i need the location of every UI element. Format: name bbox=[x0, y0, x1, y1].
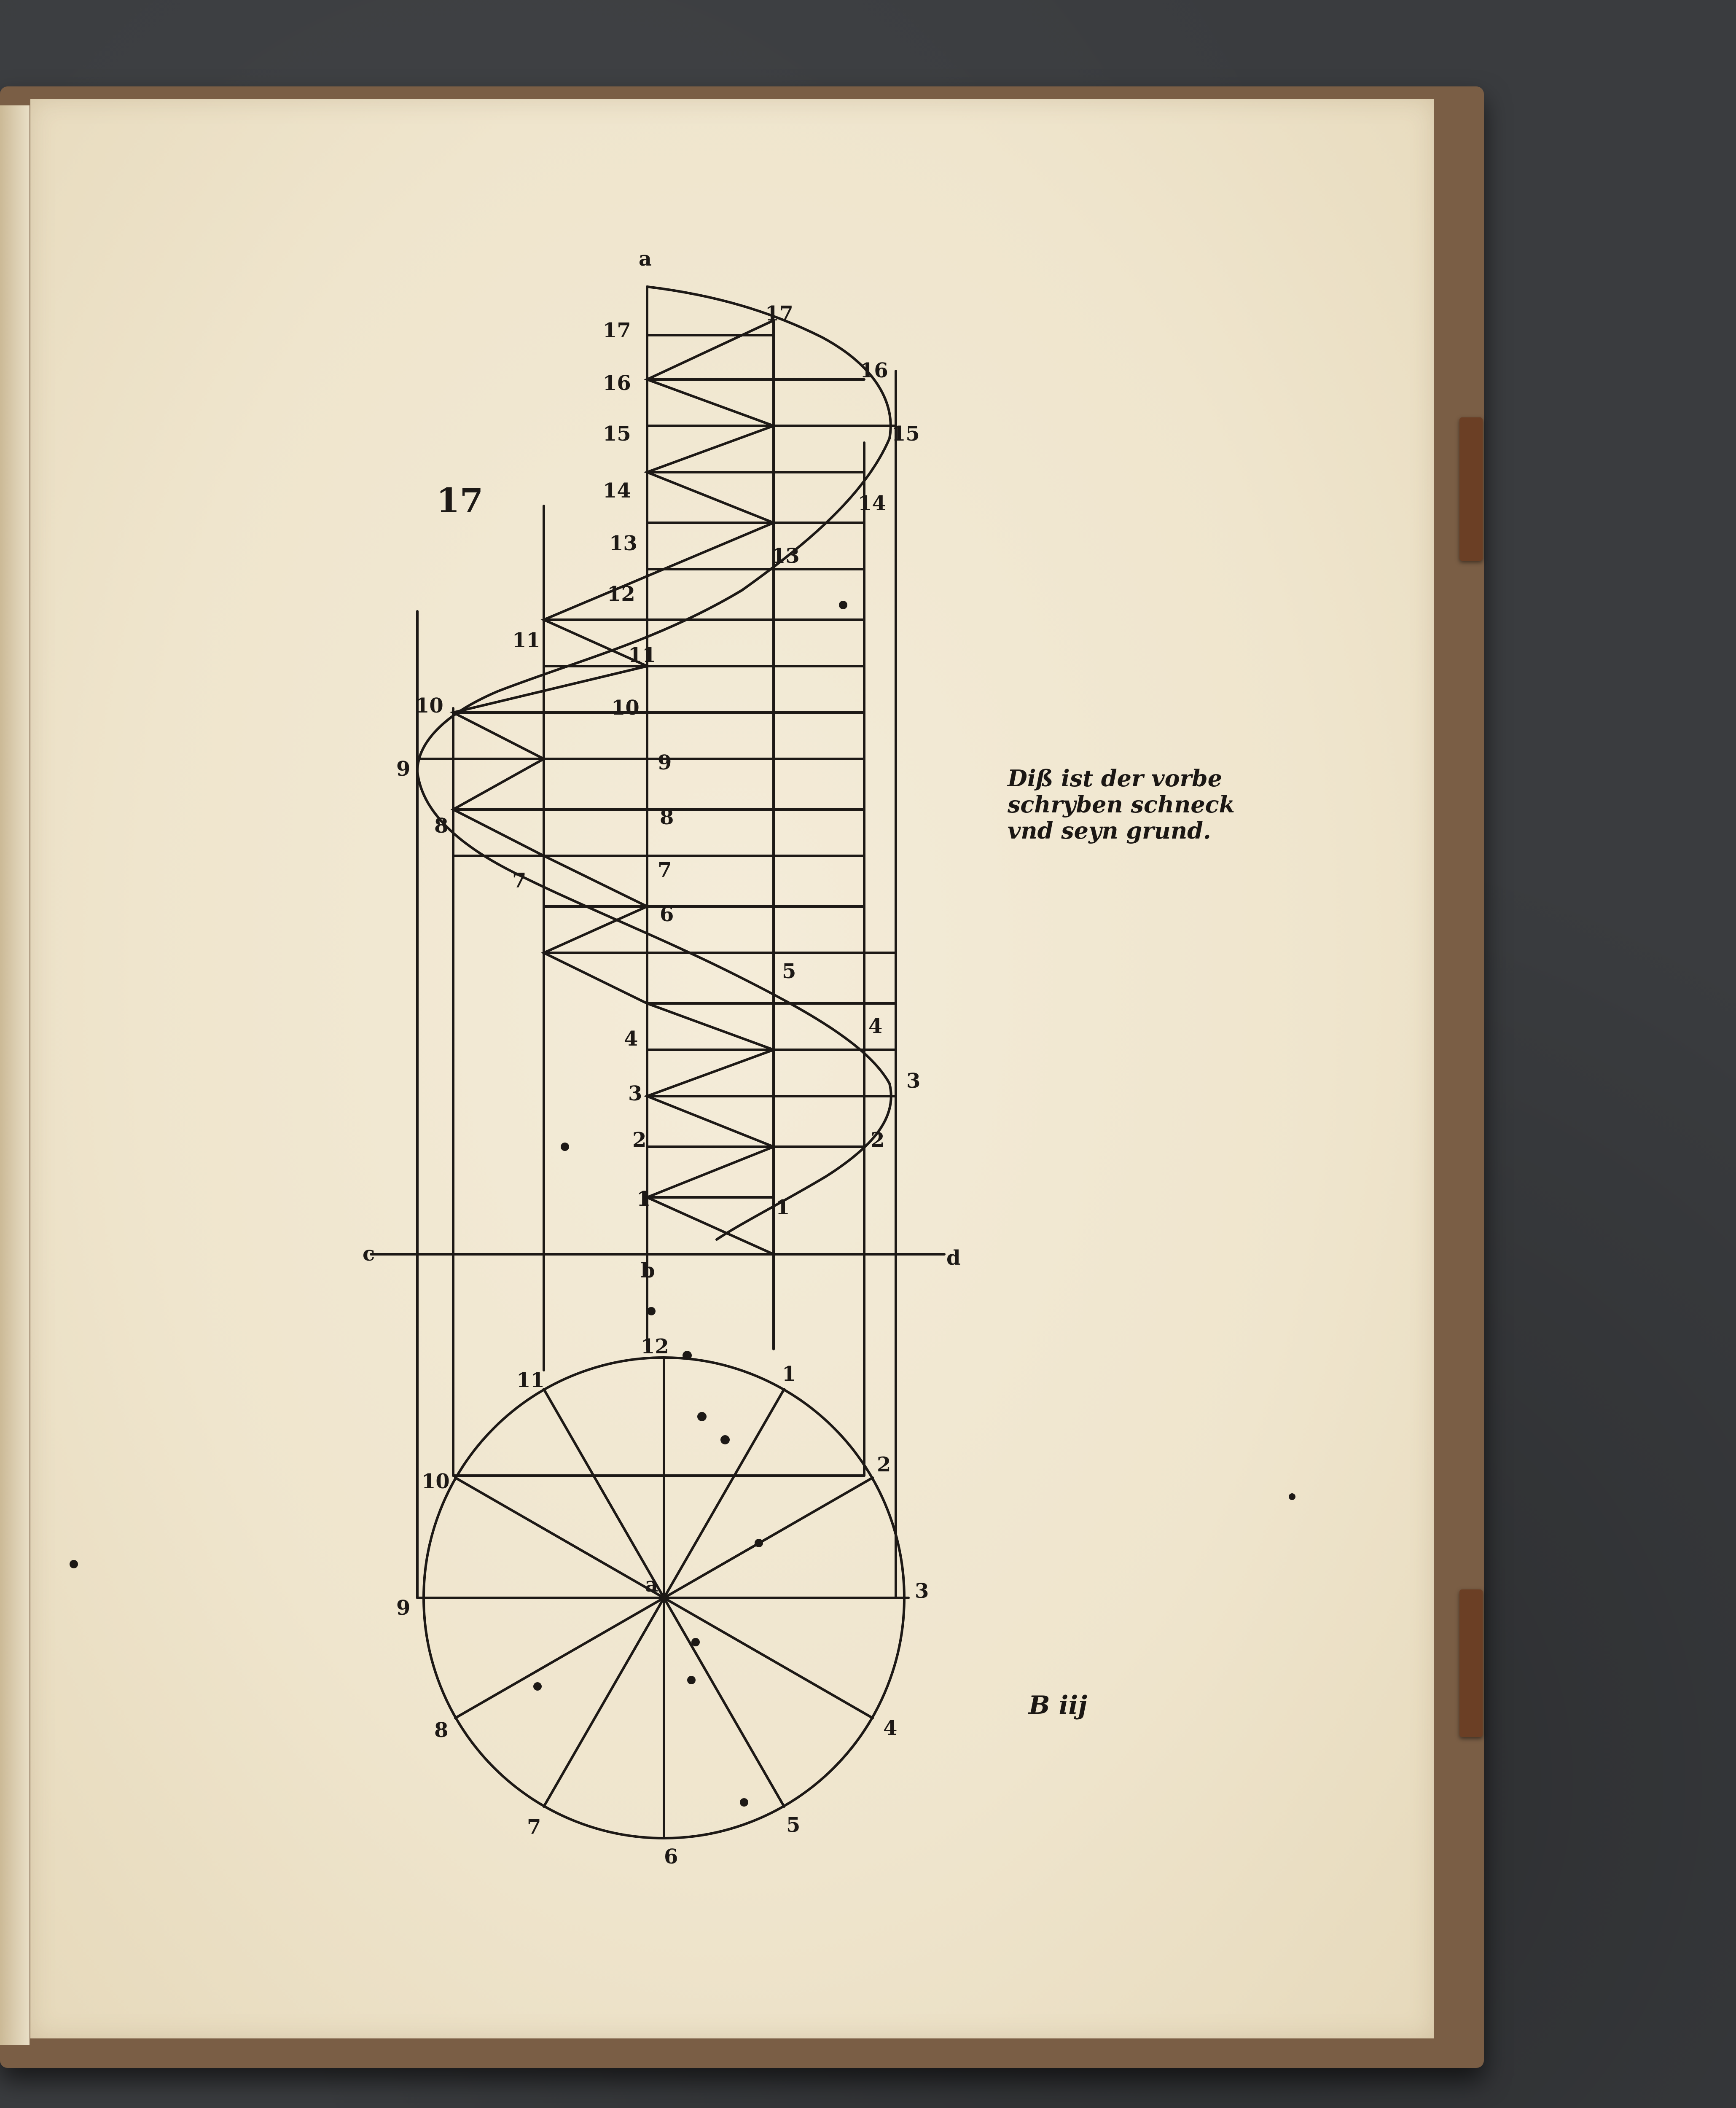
svg-text:11: 11 bbox=[516, 1369, 545, 1392]
svg-text:3: 3 bbox=[906, 1069, 921, 1093]
point-b: b bbox=[641, 1259, 655, 1283]
svg-text:13: 13 bbox=[609, 532, 637, 555]
svg-text:9: 9 bbox=[396, 757, 411, 781]
svg-text:8: 8 bbox=[660, 806, 674, 829]
marginal-note bbox=[1008, 765, 1235, 844]
svg-text:10: 10 bbox=[415, 694, 443, 718]
svg-text:5: 5 bbox=[786, 1813, 801, 1837]
svg-text:4: 4 bbox=[868, 1014, 883, 1038]
svg-text:1: 1 bbox=[782, 1362, 796, 1386]
svg-text:16: 16 bbox=[860, 359, 888, 382]
signature-mark: B iij bbox=[1029, 1691, 1087, 1720]
svg-text:7: 7 bbox=[658, 858, 672, 882]
svg-text:2: 2 bbox=[877, 1453, 891, 1476]
svg-text:16: 16 bbox=[603, 371, 631, 395]
svg-text:11: 11 bbox=[512, 629, 540, 652]
marginal-note-line-1: Diß ist der vorbe bbox=[1008, 765, 1223, 792]
large-number-17: 17 bbox=[436, 481, 484, 520]
svg-text:15: 15 bbox=[603, 422, 631, 446]
svg-text:6: 6 bbox=[660, 903, 674, 926]
svg-text:3: 3 bbox=[915, 1579, 929, 1603]
svg-text:6: 6 bbox=[664, 1845, 678, 1869]
svg-text:7: 7 bbox=[512, 869, 527, 893]
svg-text:4: 4 bbox=[883, 1716, 898, 1740]
svg-text:4: 4 bbox=[624, 1027, 638, 1051]
svg-text:12: 12 bbox=[641, 1335, 669, 1358]
svg-text:17: 17 bbox=[603, 319, 631, 342]
svg-text:15: 15 bbox=[892, 422, 920, 446]
svg-text:3: 3 bbox=[628, 1082, 642, 1105]
svg-text:7: 7 bbox=[527, 1815, 541, 1839]
svg-text:9: 9 bbox=[658, 751, 672, 774]
point-d: d bbox=[946, 1246, 961, 1270]
point-a-top: a bbox=[639, 247, 652, 271]
svg-text:9: 9 bbox=[396, 1596, 411, 1620]
svg-text:1: 1 bbox=[637, 1187, 651, 1211]
svg-text:14: 14 bbox=[603, 479, 631, 503]
svg-text:11: 11 bbox=[628, 643, 656, 667]
circle-center: a bbox=[645, 1573, 658, 1597]
svg-text:8: 8 bbox=[434, 1718, 449, 1742]
svg-text:17: 17 bbox=[765, 302, 793, 325]
svg-text:5: 5 bbox=[782, 960, 796, 983]
svg-text:14: 14 bbox=[858, 492, 886, 515]
svg-text:2: 2 bbox=[632, 1128, 647, 1152]
svg-text:10: 10 bbox=[611, 696, 640, 720]
svg-text:12: 12 bbox=[607, 582, 635, 606]
svg-text:13: 13 bbox=[771, 544, 800, 568]
point-c: c bbox=[363, 1242, 375, 1266]
svg-text:1: 1 bbox=[776, 1196, 790, 1219]
marginal-note-line-2: schryben schneck bbox=[1008, 791, 1235, 818]
svg-text:8: 8 bbox=[434, 814, 449, 838]
svg-text:2: 2 bbox=[871, 1128, 885, 1152]
svg-text:10: 10 bbox=[422, 1470, 450, 1493]
marginal-note-line-3: vnd seyn grund. bbox=[1008, 817, 1211, 844]
